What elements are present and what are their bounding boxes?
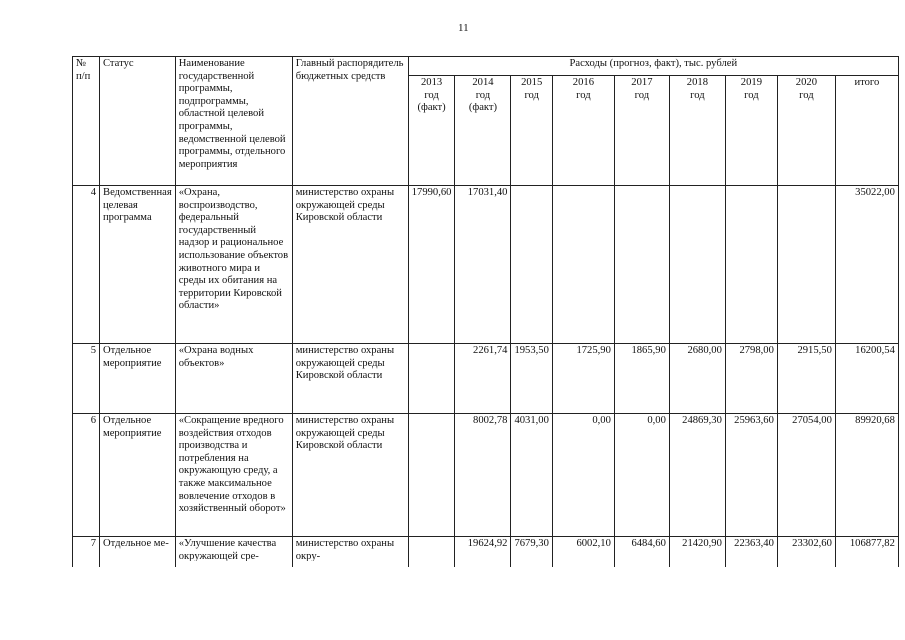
row-value: 24869,30 (669, 414, 725, 537)
row-value (669, 186, 725, 344)
row-total-text: 106877,82 (849, 538, 895, 549)
row-name: «Охрана водных объектов» (175, 344, 292, 414)
row-value-text: 19624,92 (467, 538, 508, 549)
row-value (777, 186, 835, 344)
row-number: 4 (73, 186, 100, 344)
row-value: 27054,00 (777, 414, 835, 537)
table-row (73, 344, 899, 414)
row-executor: министерство охраны окружающей среды Кировской области (292, 186, 408, 344)
row-value-text: 21420,90 (682, 538, 722, 549)
row-value: 17031,40 (455, 186, 511, 344)
year-header-line: 2015 (521, 77, 543, 88)
year-header-line: 2017 (631, 77, 653, 88)
row-total: 89920,68 (835, 414, 898, 537)
year-header-line: год (576, 89, 591, 101)
row-value-text (412, 538, 452, 561)
row-value: 1725,90 (552, 344, 614, 414)
row-value (614, 537, 669, 567)
row-status-text: Отдельное ме- (103, 538, 169, 549)
year-header (725, 76, 777, 186)
year-header-line: год (475, 89, 491, 101)
row-total: 16200,54 (835, 344, 898, 414)
row-status (100, 537, 176, 567)
row-name: «Охрана, воспроизводство, федеральный государственный надзор и рациональное использование объектов животного мира и среды их обитания на территории Кировской области» (175, 186, 292, 344)
page-number: 11 (458, 22, 469, 34)
table-row (73, 537, 899, 567)
row-number: 5 (73, 344, 100, 414)
table-row (73, 414, 899, 537)
year-header-line: (факт) (417, 102, 446, 114)
year-header (455, 76, 511, 186)
row-value: 1953,50 (511, 344, 552, 414)
row-total (835, 537, 898, 567)
row-value (455, 537, 511, 567)
row-total: 35022,00 (835, 186, 898, 344)
col-executor-header: Главный распорядитель бюджетных средств (292, 57, 408, 186)
row-executor (292, 537, 408, 567)
row-executor-text: министерство охраны окру- (295, 538, 395, 561)
row-name-text: «Улучшение качества окружающей сре- (178, 538, 277, 561)
row-value (669, 537, 725, 567)
year-header-line: год (799, 89, 814, 101)
year-header (552, 76, 614, 186)
row-value (408, 414, 455, 537)
row-value: 0,00 (614, 414, 669, 537)
year-header-line: 2018 (686, 77, 708, 88)
year-header (777, 76, 835, 186)
row-value (614, 186, 669, 344)
row-value: 25963,60 (725, 414, 777, 537)
row-value: 17990,60 (408, 186, 455, 344)
table-row (73, 186, 899, 344)
row-value: 2261,74 (455, 344, 511, 414)
row-name: «Сокращение вредного воздействия отходов производства и потребления на окружающую среду, а также максимальное вовлечение отходов в хозяйственный оборот» (175, 414, 292, 537)
col-name-header: Наименование государственной программы, подпрограммы, областной целевой программы, ведомственной целевой программы, отдельного мероприятия (175, 57, 292, 186)
year-header (669, 76, 725, 186)
row-value: 1865,90 (614, 344, 669, 414)
row-value: 2915,50 (777, 344, 835, 414)
row-value-text: 6484,60 (631, 538, 666, 549)
row-value (552, 186, 614, 344)
row-status: Отдельное мероприятие (100, 414, 176, 537)
year-header-line: 2016 (572, 77, 594, 88)
row-status: Ведомственная целевая программа (100, 186, 176, 344)
col-expenses-header: Расходы (прогноз, факт), тыс. рублей (408, 57, 898, 76)
row-value (408, 537, 455, 567)
year-header-line: 2013 (420, 77, 443, 88)
row-value (511, 186, 552, 344)
row-value (408, 344, 455, 414)
row-value-text: 6002,10 (576, 538, 611, 549)
row-value: 2680,00 (669, 344, 725, 414)
row-value-text: 22363,40 (734, 538, 774, 549)
row-number (73, 537, 100, 567)
year-header-line: год (424, 89, 439, 101)
year-header-line: 2014 (472, 77, 494, 88)
row-status: Отдельное мероприятие (100, 344, 176, 414)
row-value (725, 186, 777, 344)
year-header-line: год (690, 89, 705, 101)
year-header-line: год (524, 89, 539, 101)
col-status-header: Статус (100, 57, 176, 186)
row-value: 2798,00 (725, 344, 777, 414)
row-value (725, 537, 777, 567)
row-executor: министерство охраны окружающей среды Кировской области (292, 344, 408, 414)
year-header-line: год (634, 89, 650, 101)
row-executor: министерство охраны окружающей среды Кировской области (292, 414, 408, 537)
year-header (408, 76, 455, 186)
row-value (511, 537, 552, 567)
row-value: 0,00 (552, 414, 614, 537)
row-number: 6 (73, 414, 100, 537)
col-num-header: № п/п (73, 57, 100, 186)
row-name (175, 537, 292, 567)
year-header-line: 2019 (740, 77, 762, 88)
year-header (511, 76, 552, 186)
row-value (552, 537, 614, 567)
row-number-text: 7 (90, 538, 96, 549)
expenses-table (72, 56, 899, 567)
row-value (777, 537, 835, 567)
year-header-line: 2020 (795, 77, 817, 88)
year-header-line: год (744, 89, 759, 101)
year-header (614, 76, 669, 186)
row-value-text: 23302,60 (792, 538, 832, 549)
row-value-text: 7679,30 (514, 538, 549, 549)
year-header-line: (факт) (468, 102, 498, 114)
row-value: 4031,00 (511, 414, 552, 537)
total-header: итого (835, 76, 898, 186)
row-value: 8002,78 (455, 414, 511, 537)
